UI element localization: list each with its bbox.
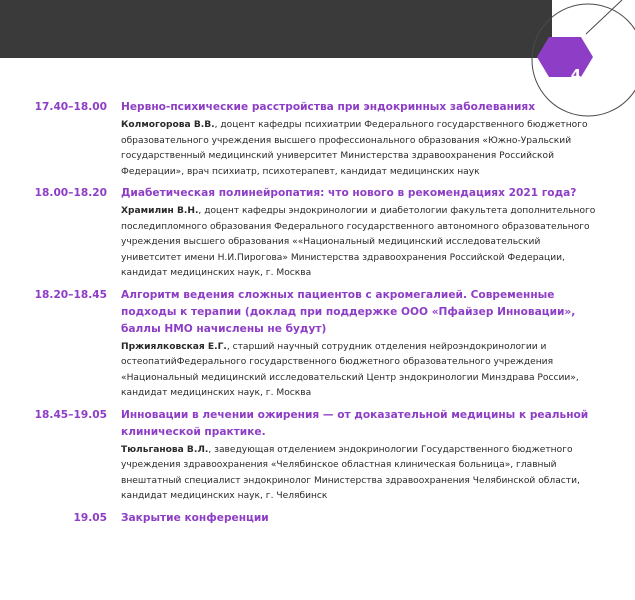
item-title: Алгоритм ведения сложных пациентов с акромегалией. Современные подходы к терапии (доклад при поддержке ООО «Пфайзер Инновации», баллы НМО начислены не будут) [121, 288, 576, 335]
item-speaker [121, 340, 600, 402]
item-speaker [121, 204, 600, 282]
speaker-info: , заведующая отделением эндокринологии Государственного бюджетного учреждения здравоохранения «Челябинское областная клиническая больница», главный внештатный специалист эндокринолог Министерства здравоохранения Челябинской области, кандидат медицинских наук, г. Челябинск [121, 444, 580, 501]
item-speaker [121, 118, 600, 180]
speaker-name: Пржиялковская Е.Г. [121, 341, 227, 352]
speaker-name: Колмогорова В.В. [121, 120, 215, 130]
speaker-name: Храмилин В.Н. [121, 206, 199, 216]
item-body [121, 407, 600, 505]
item-body [121, 99, 600, 180]
program-item [0, 510, 600, 527]
program-item [0, 99, 600, 180]
program-list [0, 99, 600, 527]
item-title: Диабетическая полинейропатия: что нового в рекомендациях 2021 года? [121, 187, 577, 199]
program-item [0, 407, 600, 505]
speaker-info: , доцент кафедры эндокринологии и диабетологии факультета дополнительного последипломного образования Федерального государственного автономного образовательного учреждения высшего образования ««Национальный медицинский исследовательский униветситет имени Н.И.Пирогова» Министерства здравоохранения Российской Федерации, кандидат медицинских наук, г. Москва [121, 206, 596, 278]
speaker-info: , доцент кафедры психиатрии Федерального государственного бюджетного образовательного учреждения высшего профессионального образования «Южно-Уральский государственный медицинский университет Министерства здравоохранения Российской Федерации», врач психиатр, психотерапевт, кандидат медицинских наук [121, 120, 588, 177]
item-time: 18.00–18.20 [34, 187, 107, 199]
program-item [0, 185, 600, 282]
item-title: Нервно-психические расстройства при эндокринных заболеваниях [121, 101, 536, 113]
item-title: Инновации в лечении ожирения — от доказательной медицины к реальной клинической практике. [121, 408, 589, 438]
program-item [0, 287, 600, 402]
item-speaker [121, 443, 600, 505]
item-time: 18.45–19.05 [34, 408, 107, 421]
item-time: 18.20–18.45 [34, 288, 107, 301]
speaker-name: Тюльганова В.Л. [121, 444, 209, 455]
item-body [121, 287, 600, 402]
item-body [121, 185, 600, 282]
page-number: 4 [570, 66, 582, 84]
speaker-info: , старший научный сотрудник отделения нейроэндокринологии и остеопатийФедерального государственного бюджетного образовательного учреждения «Национальный медицинский исследовательский Центр эндокринологии Минздрава России», кандидат медицинских наук, г. Москва [121, 341, 579, 398]
item-time: 19.05 [73, 511, 107, 524]
item-body [121, 510, 600, 527]
item-time: 17.40–18.00 [34, 101, 107, 113]
item-title: Закрытие конференции [121, 511, 269, 524]
